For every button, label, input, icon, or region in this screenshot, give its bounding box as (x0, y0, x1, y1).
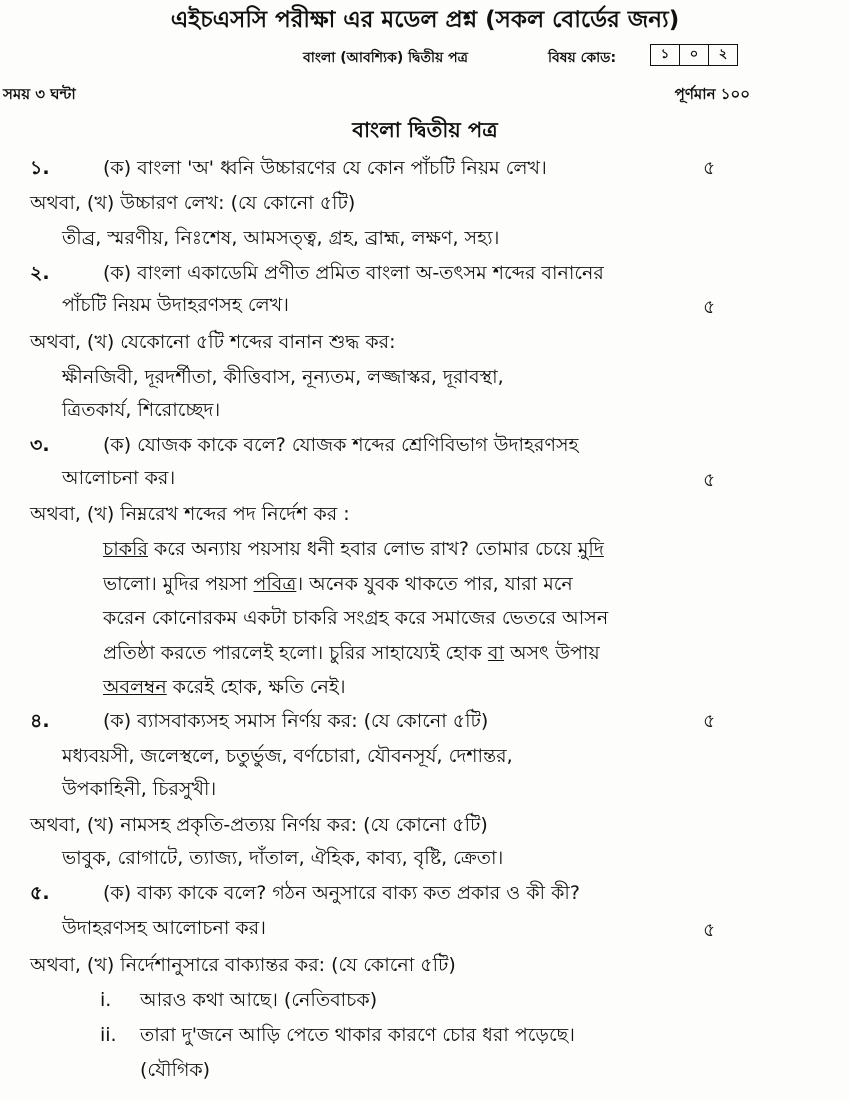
section-title: বাংলা দ্বিতীয় পত্র (352, 118, 498, 142)
question-text: (ক) বাংলা 'অ' ধ্বনি উচ্চারণের যে কোন পাঁচটি নিয়ম লেখ। (103, 157, 547, 179)
underlined-word: অবলম্বন (103, 676, 167, 698)
passage-line (103, 675, 346, 699)
question-marks: ৫ (703, 296, 716, 318)
passage-text: । অনেক যুবক থাকতে পার, যারা মনে (296, 572, 573, 595)
exam-title: এইচএসসি পরীক্ষা এর মডেল প্রশ্ন (সকল বোর্ডের জন্য) (170, 7, 680, 33)
question-marks: ৫ (703, 710, 716, 732)
subject-code-box (650, 44, 738, 66)
question-number: ৫. (30, 882, 50, 904)
question-text: (ক) বাংলা একাডেমি প্রণীত প্রমিত বাংলা অ-তৎসম শব্দের বানানের (103, 262, 604, 284)
passage-text: অসৎ উপায় (504, 641, 600, 664)
word-list: ক্ষীনজিবী, দূরদর্শীতা, কীত্তিবাস, নূন্যতম, লজ্জাস্কর, দূরাবস্থা, (62, 366, 504, 388)
item-number: ii. (100, 1024, 117, 1046)
exam-time: সময় ৩ ঘন্টা (3, 85, 76, 103)
question-text: (ক) ব্যাসবাক্যসহ সমাস নির্ণয় কর: (যে কোনো ৫টি) (103, 710, 489, 732)
alternative-question: অথবা, (খ) নির্দেশানুসারে বাক্যান্তর কর: (যে কোনো ৫টি) (30, 954, 456, 976)
passage-text: করে অন্যায় পয়সায় ধনী হবার লোভ রাখ? তোমার চেয়ে (147, 538, 578, 560)
underlined-word: চাকরি (103, 538, 148, 560)
question-text-cont: আলোচনা কর। (62, 467, 176, 489)
subject-code-label: বিষয় কোড: (548, 50, 617, 66)
alternative-question: অথবা, (খ) নামসহ প্রকৃতি-প্রত্যয় নির্ণয় কর: (যে কোনো ৫টি) (30, 814, 488, 836)
underlined-word: বা (487, 641, 504, 664)
underlined-word: পবিত্র (253, 572, 297, 595)
item-text: তারা দু'জনে আড়ি পেতে থাকার কারণে চোর ধরা পড়েছে। (140, 1024, 575, 1046)
full-marks: পূর্ণমান ১০০ (674, 85, 750, 103)
word-list: ত্রিতকার্য, শিরোচ্ছেদ। (62, 399, 221, 421)
passage-line (103, 572, 573, 596)
passage-text: প্রতিষ্ঠা করতে পারলেই হলো। চুরির সাহায্যেই হোক (103, 641, 488, 664)
question-text-cont: উদাহরণসহ আলোচনা কর। (62, 917, 266, 939)
passage-text: করেই হোক, ক্ষতি নেই। (166, 676, 346, 698)
word-list: মধ্যবয়সী, জলেস্থলে, চতুর্ভুজ, বর্ণচোরা, যৌবনসূর্য, দেশান্তর, (62, 745, 513, 767)
subject-name: বাংলা (আবশ্যিক) দ্বিতীয় পত্র (303, 50, 468, 66)
question-text: (ক) বাক্য কাকে বলে? গঠন অনুসারে বাক্য কত প্রকার ও কী কী? (103, 882, 580, 904)
code-digit: ০ (680, 45, 709, 65)
alternative-question: অথবা, (খ) যেকোনো ৫টি শব্দের বানান শুদ্ধ কর: (30, 331, 396, 353)
question-marks: ৫ (703, 469, 716, 491)
question-number: ২. (30, 262, 50, 284)
question-number: ৪. (30, 710, 50, 732)
question-text: (ক) যোজক কাকে বলে? যোজক শব্দের শ্রেণিবিভাগ উদাহরণসহ (103, 434, 579, 456)
code-digit: ১ (651, 45, 680, 65)
passage-line (103, 606, 608, 630)
passage-text: ভালো। মুদির পয়সা (103, 572, 254, 595)
item-text: আরও কথা আছে। (নেতিবাচক) (140, 989, 378, 1011)
passage-text: করেন কোনোরকম একটা চাকরি সংগ্রহ করে সমাজের ভেতরে আসন (103, 607, 609, 629)
code-digit: ২ (718, 47, 728, 62)
alternative-question: অথবা, (খ) নিম্নরেখ শব্দের পদ নির্দেশ কর : (30, 503, 350, 525)
word-list: তীব্র, স্মরণীয়, নিঃশেষ, আমসত্ত্ব, গ্রহ, ব্রাহ্ম, লক্ষণ, সহ্য। (62, 227, 500, 249)
underlined-word: মুদি (577, 538, 604, 560)
passage-line (103, 641, 600, 665)
word-list: ভাবুক, রোগাটে, ত্যাজ্য, দাঁতাল, ঐহিক, কাব্য, বৃষ্টি, ক্রেতা। (62, 847, 504, 869)
question-number: ১. (30, 157, 50, 179)
passage-line (103, 537, 604, 561)
alternative-question: অথবা, (খ) উচ্চারণ লেখ: (যে কোনো ৫টি) (30, 192, 356, 214)
word-list: উপকাহিনী, চিরসুখী। (62, 778, 217, 800)
question-marks: ৫ (703, 919, 716, 941)
question-marks: ৫ (703, 157, 716, 179)
item-number: i. (100, 989, 112, 1011)
item-text-cont: (যৌগিক) (140, 1059, 211, 1081)
question-number: ৩. (30, 434, 50, 456)
question-text-cont: পাঁচটি নিয়ম উদাহরণসহ লেখ। (62, 294, 289, 316)
